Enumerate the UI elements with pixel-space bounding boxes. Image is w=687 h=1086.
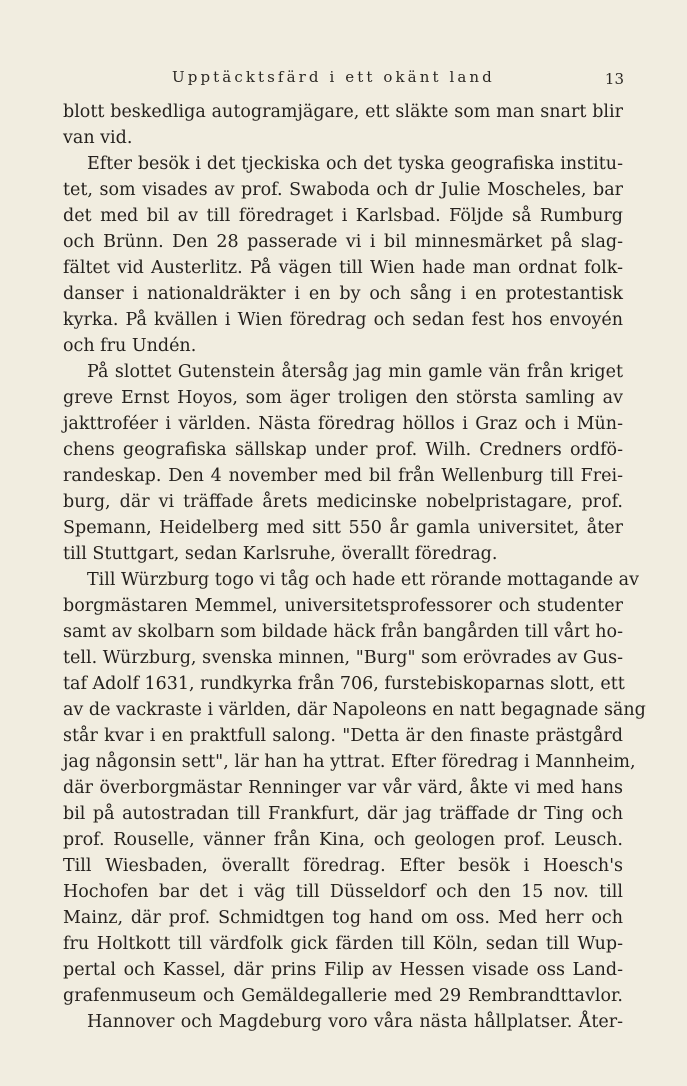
text-line: Spemann, Heidelberg med sitt 550 år gamla universitet, åter xyxy=(63,518,623,538)
text-line: prof. Rouselle, vänner från Kina, och geologen prof. Leusch. xyxy=(63,830,623,850)
text-line: och Brünn. Den 28 passerade vi i bil minnesmärket på slag- xyxy=(63,232,623,252)
text-line: och fru Undén. xyxy=(63,336,197,356)
text-line: chens geografiska sällskap under prof. Wilh. Credners ordfö- xyxy=(63,440,623,460)
text-line: pertal och Kassel, där prins Filip av Hessen visade oss Land- xyxy=(63,960,623,980)
text-line: av de vackraste i världen, där Napoleons en natt begagnade säng xyxy=(63,700,646,720)
text-line: till Stuttgart, sedan Karlsruhe, överallt föredrag. xyxy=(63,544,498,564)
text-line: bil på autostradan till Frankfurt, där jag träffade dr Ting och xyxy=(63,804,623,824)
paragraph-first-line: Till Würzburg togo vi tåg och hade ett rörande mottagande av xyxy=(87,570,639,590)
page-number: 13 xyxy=(604,70,624,88)
text-line: danser i nationaldräkter i en by och sång i en protestantisk xyxy=(63,284,623,304)
text-line: fru Holtkott till värdfolk gick färden till Köln, sedan till Wup- xyxy=(63,934,623,954)
text-line: kyrka. På kvällen i Wien föredrag och sedan fest hos envoyén xyxy=(63,310,623,330)
text-line: Mainz, där prof. Schmidtgen tog hand om oss. Med herr och xyxy=(63,908,623,928)
text-line: van vid. xyxy=(63,128,133,148)
text-line: tet, som visades av prof. Swaboda och dr Julie Moscheles, bar xyxy=(63,180,623,200)
text-line: borgmästaren Memmel, universitetsprofessorer och studenter xyxy=(63,596,623,616)
text-line: jag någonsin sett", lär han ha yttrat. Efter föredrag i Mannheim, xyxy=(63,752,636,772)
paragraph-first-line: Efter besök i det tjeckiska och det tyska geografiska institu- xyxy=(87,154,623,174)
text-line: blott beskedliga autogramjägare, ett släkte som man snart blir xyxy=(63,102,623,122)
text-line: taf Adolf 1631, rundkyrka från 706, furstebiskoparnas slott, ett xyxy=(63,674,625,694)
text-line: jakttroféer i världen. Nästa föredrag höllos i Graz och i Mün- xyxy=(63,414,623,434)
text-line: samt av skolbarn som bildade häck från bangården till vårt ho- xyxy=(63,622,623,642)
text-line: greve Ernst Hoyos, som äger troligen den största samling av xyxy=(63,388,623,408)
text-line: tell. Würzburg, svenska minnen, "Burg" som erövrades av Gus- xyxy=(63,648,623,668)
text-line: Till Wiesbaden, överallt föredrag. Efter besök i Hoesch's xyxy=(63,856,623,876)
text-line: fältet vid Austerlitz. På vägen till Wien hade man ordnat folk- xyxy=(63,258,623,278)
paragraph-first-line: Hannover och Magdeburg voro våra nästa hållplatser. Åter- xyxy=(87,1012,623,1032)
text-line: det med bil av till föredraget i Karlsbad. Följde så Rumburg xyxy=(63,206,623,226)
paragraph-first-line: På slottet Gutenstein återsåg jag min gamle vän från kriget xyxy=(87,362,623,382)
text-line: står kvar i en praktfull salong. "Detta är den finaste prästgård xyxy=(63,726,623,746)
text-line: randeskap. Den 4 november med bil från Wellenburg till Frei- xyxy=(63,466,623,486)
running-title: Upptäcktsfärd i ett okänt land xyxy=(172,68,495,86)
text-line: burg, där vi träffade årets medicinske nobelpristagare, prof. xyxy=(63,492,623,512)
text-line: där överborgmästar Renninger var vår värd, åkte vi med hans xyxy=(63,778,623,798)
text-line: Hochofen bar det i väg till Düsseldorf och den 15 nov. till xyxy=(63,882,623,902)
text-line: grafenmuseum och Gemäldegallerie med 29 Rembrandttavlor. xyxy=(63,986,623,1006)
